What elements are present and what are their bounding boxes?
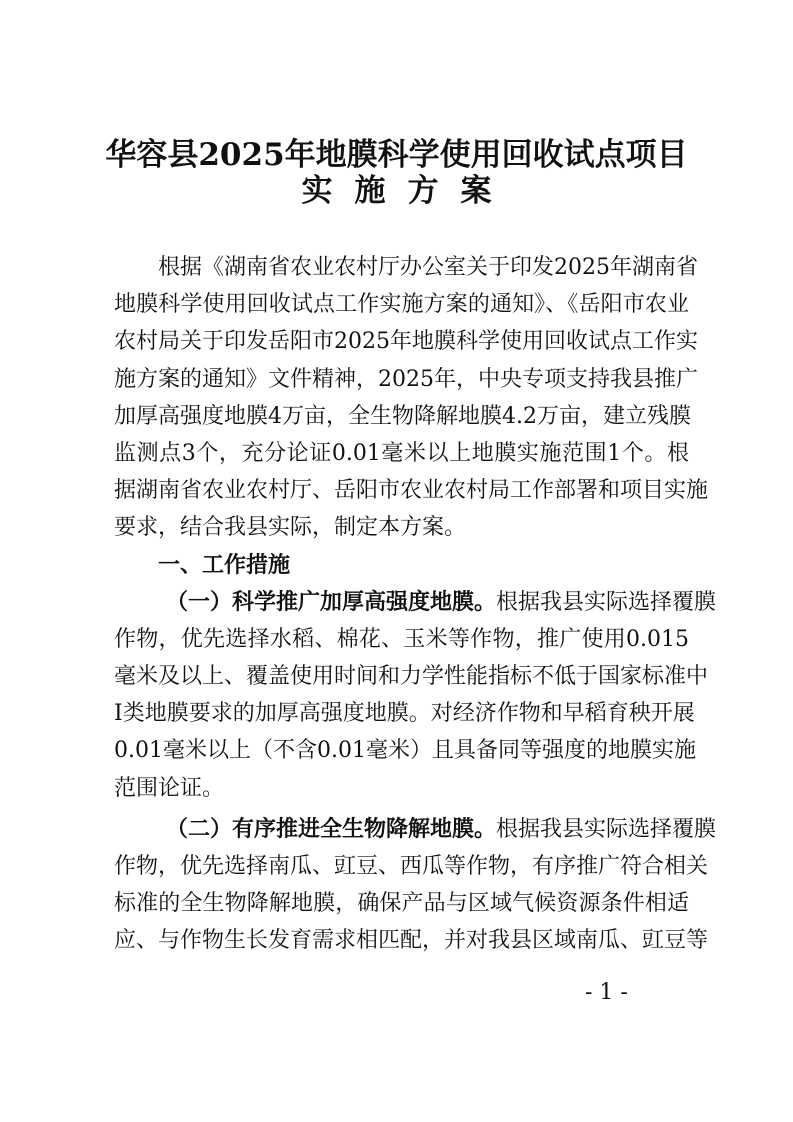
document-title-line1: 华容县2025年地膜科学使用回收试点项目 bbox=[105, 137, 688, 173]
section-heading: 一、工作措施 bbox=[158, 552, 291, 578]
item-1-paragraph bbox=[114, 584, 717, 807]
page-number: - 1 - bbox=[585, 980, 628, 1005]
document-title-line2: 实施方案 bbox=[301, 173, 514, 209]
text-line: 根据《湖南省农业农村厅办公室关于印发2025年湖南省 bbox=[158, 255, 698, 280]
text-line: 据湖南省农业农村厅、岳阳市农业农村局工作部署和项目实施 bbox=[114, 478, 709, 504]
text-line: 根据我县实际选择覆膜 bbox=[496, 589, 717, 615]
text-line: 毫米及以上、覆盖使用时间和力学性能指标不低于国家标准中 bbox=[114, 664, 709, 690]
text-line: 要求，结合我县实际，制定本方案。 bbox=[114, 515, 467, 541]
intro-paragraph bbox=[114, 249, 709, 547]
text-line: 根据我县实际选择覆膜 bbox=[496, 816, 717, 842]
text-line: 范围论证。 bbox=[114, 775, 225, 801]
text-line: 农村局关于印发岳阳市2025年地膜科学使用回收试点工作实 bbox=[114, 329, 698, 355]
item-1-heading: （一）科学推广加厚高强度地膜。 bbox=[166, 588, 497, 615]
text-line: 作物，优先选择水稻、棉花、玉米等作物，推广使用0.015 bbox=[114, 626, 689, 652]
text-line: 地膜科学使用回收试点工作实施方案的通知》、《岳阳市农业 bbox=[114, 292, 689, 318]
text-line: 标准的全生物降解地膜，确保产品与区域气候资源条件相适 bbox=[114, 891, 689, 917]
text-line: 监测点3个，充分论证0.01毫米以上地膜实施范围1个。根 bbox=[114, 440, 689, 466]
document-body bbox=[114, 249, 717, 960]
text-line: 作物，优先选择南瓜、豇豆、西瓜等作物，有序推广符合相关 bbox=[114, 854, 709, 879]
text-line: 施方案的通知》文件精神，2025年，中央专项支持我县推广 bbox=[114, 366, 698, 392]
item-2-heading: （二）有序推进全生物降解地膜。 bbox=[166, 815, 497, 842]
text-line: I类地膜要求的加厚高强度地膜。对经济作物和早稻育秧开展 bbox=[114, 701, 695, 727]
text-line: 应、与作物生长发育需求相匹配，并对我县区域南瓜、豇豆等 bbox=[114, 928, 709, 954]
text-line: 加厚高强度地膜4万亩，全生物降解地膜4.2万亩，建立残膜 bbox=[114, 403, 691, 429]
text-line: 0.01毫米以上（不含0.01毫米）且具备同等强度的地膜实施 bbox=[114, 738, 696, 764]
item-2-paragraph bbox=[114, 811, 717, 960]
